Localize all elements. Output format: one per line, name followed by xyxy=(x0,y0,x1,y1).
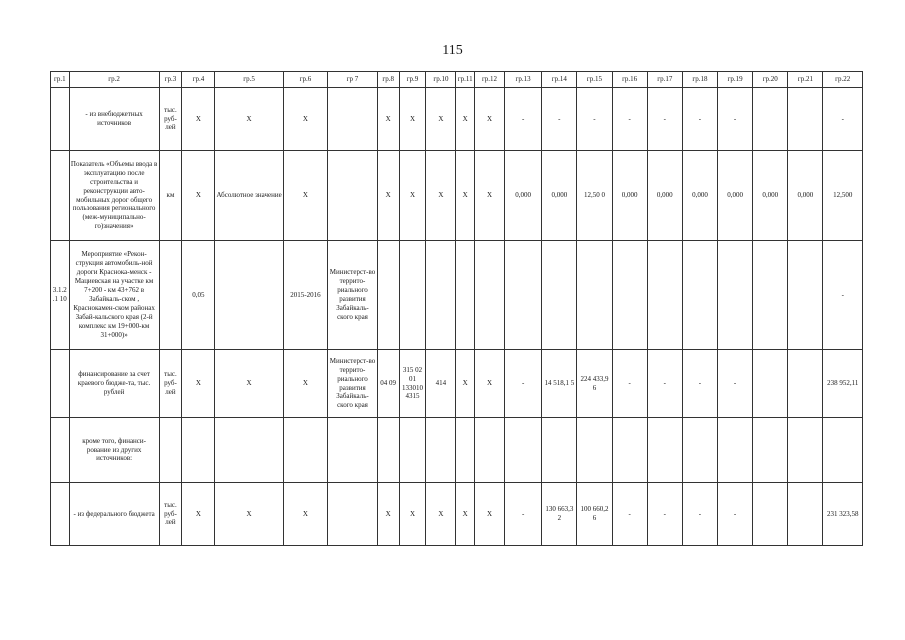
column-header: гр.4 xyxy=(182,72,215,88)
table-cell: X xyxy=(182,350,215,418)
table-cell: X xyxy=(215,350,283,418)
table-cell xyxy=(788,483,823,546)
table-cell: 12,500 xyxy=(823,151,863,241)
table-cell xyxy=(505,241,542,350)
table-cell xyxy=(542,241,577,350)
table-cell: X xyxy=(426,151,456,241)
column-header: гр.11 xyxy=(456,72,475,88)
table-cell: тыс. руб-лей xyxy=(159,350,182,418)
table-cell xyxy=(718,418,753,483)
table-cell xyxy=(788,241,823,350)
table-cell xyxy=(647,241,682,350)
table-cell: X xyxy=(456,151,475,241)
table-cell xyxy=(823,418,863,483)
table-cell: X xyxy=(377,151,399,241)
table-cell xyxy=(215,418,283,483)
table-cell: X xyxy=(377,483,399,546)
table-cell xyxy=(475,241,505,350)
table-cell: - xyxy=(647,88,682,151)
table-cell xyxy=(426,418,456,483)
table-cell xyxy=(51,418,70,483)
table-cell: финансирование за счет краевого бюдже-та, тыс. рублей xyxy=(69,350,159,418)
table-row xyxy=(51,151,863,241)
column-header: гр.18 xyxy=(682,72,717,88)
table-cell: X xyxy=(399,483,426,546)
table-cell xyxy=(399,241,426,350)
table-cell: - xyxy=(823,88,863,151)
table-cell xyxy=(753,350,788,418)
table-cell: - xyxy=(718,483,753,546)
column-header: гр.2 xyxy=(69,72,159,88)
table-cell xyxy=(577,241,612,350)
data-table xyxy=(50,71,863,546)
table-cell xyxy=(377,241,399,350)
table-cell xyxy=(377,418,399,483)
table-cell: X xyxy=(456,483,475,546)
table-cell xyxy=(753,88,788,151)
table-cell xyxy=(788,88,823,151)
table-cell xyxy=(51,483,70,546)
table-cell: тыс. руб-лей xyxy=(159,483,182,546)
table-cell: Министерст-во террито-риального развития Забайкаль-ского края xyxy=(328,350,378,418)
table-cell xyxy=(182,418,215,483)
table-cell: 2015-2016 xyxy=(283,241,327,350)
table-cell: X xyxy=(215,483,283,546)
table-cell xyxy=(328,483,378,546)
table-cell: 12,50 0 xyxy=(577,151,612,241)
column-header: гр.17 xyxy=(647,72,682,88)
table-cell: Мероприятие «Рекон-струкция автомобиль-ной дороги Краснока-менск - Мациевская на участке км 7+200 - км 43+762 в Забайкаль-ском , Краснокамен-ском районах Забай-кальского края (2-й комплекс км 19+000-км 31+000)» xyxy=(69,241,159,350)
table-cell: - xyxy=(542,88,577,151)
table-cell xyxy=(328,418,378,483)
table-cell xyxy=(51,151,70,241)
table-cell xyxy=(753,418,788,483)
table-cell: 224 433,9 6 xyxy=(577,350,612,418)
table-cell xyxy=(456,418,475,483)
table-cell: - xyxy=(612,483,647,546)
column-header: гр.3 xyxy=(159,72,182,88)
table-cell: - xyxy=(612,88,647,151)
table-cell: 231 323,58 xyxy=(823,483,863,546)
table-cell: 0,000 xyxy=(542,151,577,241)
table-cell: 100 660,2 6 xyxy=(577,483,612,546)
table-row xyxy=(51,350,863,418)
table-cell: кроме того, финанси-рование из других источников: xyxy=(69,418,159,483)
table-cell: - xyxy=(718,350,753,418)
table-cell: X xyxy=(377,88,399,151)
table-cell: тыс. руб-лей xyxy=(159,88,182,151)
table-cell: X xyxy=(182,88,215,151)
column-header: гр.19 xyxy=(718,72,753,88)
column-header: гр.12 xyxy=(475,72,505,88)
table-cell xyxy=(159,418,182,483)
table-cell: 0,000 xyxy=(682,151,717,241)
header-row xyxy=(51,72,863,88)
column-header: гр.5 xyxy=(215,72,283,88)
table-cell xyxy=(647,418,682,483)
table-cell: - xyxy=(682,483,717,546)
table-cell xyxy=(475,418,505,483)
column-header: гр.14 xyxy=(542,72,577,88)
table-cell: - из внебюджетных источников xyxy=(69,88,159,151)
table-cell: - xyxy=(682,88,717,151)
table-cell xyxy=(577,418,612,483)
table-cell: 3.1.2.1 10 xyxy=(51,241,70,350)
table-cell: X xyxy=(475,88,505,151)
table-cell: - xyxy=(647,350,682,418)
table-cell: 0,000 xyxy=(753,151,788,241)
table-cell: X xyxy=(456,88,475,151)
table-cell xyxy=(426,241,456,350)
table-cell: X xyxy=(283,151,327,241)
table-cell: - xyxy=(577,88,612,151)
table-cell: X xyxy=(399,88,426,151)
table-cell: Абсолютное значение xyxy=(215,151,283,241)
table-cell: X xyxy=(475,151,505,241)
table-cell xyxy=(682,418,717,483)
table-cell: X xyxy=(475,350,505,418)
table-cell: 0,05 xyxy=(182,241,215,350)
table-cell xyxy=(753,483,788,546)
table-cell xyxy=(612,418,647,483)
table-cell: - xyxy=(682,350,717,418)
column-header: гр.9 xyxy=(399,72,426,88)
table-cell xyxy=(682,241,717,350)
table-cell: X xyxy=(182,151,215,241)
column-header: гр.21 xyxy=(788,72,823,88)
table-cell xyxy=(788,418,823,483)
column-header: гр.13 xyxy=(505,72,542,88)
table-cell xyxy=(51,88,70,151)
table-cell: X xyxy=(475,483,505,546)
table-cell: 0,000 xyxy=(718,151,753,241)
column-header: гр.15 xyxy=(577,72,612,88)
table-cell: 04 09 xyxy=(377,350,399,418)
table-cell: X xyxy=(283,483,327,546)
table-cell: X xyxy=(215,88,283,151)
column-header: гр 7 xyxy=(328,72,378,88)
table-cell xyxy=(215,241,283,350)
table-cell xyxy=(788,350,823,418)
table-cell: - xyxy=(823,241,863,350)
table-cell: 0,000 xyxy=(612,151,647,241)
table-cell: X xyxy=(426,483,456,546)
table-cell xyxy=(542,418,577,483)
table-row xyxy=(51,418,863,483)
table-cell xyxy=(51,350,70,418)
table-cell xyxy=(505,418,542,483)
table-cell: - xyxy=(647,483,682,546)
table-cell xyxy=(753,241,788,350)
page-number: 115 xyxy=(442,43,463,58)
table-cell: 130 663,3 2 xyxy=(542,483,577,546)
table-cell xyxy=(159,241,182,350)
table-cell: X xyxy=(426,88,456,151)
table-cell: Министерст-во террито-риального развития Забайкаль-ского края xyxy=(328,241,378,350)
table-cell: 0,000 xyxy=(788,151,823,241)
column-header: гр.8 xyxy=(377,72,399,88)
table-cell xyxy=(399,418,426,483)
table-cell: - xyxy=(505,88,542,151)
table-cell: - xyxy=(718,88,753,151)
table-row xyxy=(51,483,863,546)
table-cell: X xyxy=(283,88,327,151)
table-cell: - из федерального бюджета xyxy=(69,483,159,546)
table-cell: 14 518,1 5 xyxy=(542,350,577,418)
table-cell: 414 xyxy=(426,350,456,418)
table-cell: X xyxy=(182,483,215,546)
table-cell xyxy=(328,151,378,241)
column-header: гр.22 xyxy=(823,72,863,88)
column-header: гр.20 xyxy=(753,72,788,88)
table-cell xyxy=(283,418,327,483)
table-row xyxy=(51,241,863,350)
table-cell: X xyxy=(399,151,426,241)
table-cell: 238 952,11 xyxy=(823,350,863,418)
column-header: гр.1 xyxy=(51,72,70,88)
table-row xyxy=(51,88,863,151)
table-cell xyxy=(456,241,475,350)
table-cell: - xyxy=(612,350,647,418)
table-cell: - xyxy=(505,350,542,418)
table-cell: 0,000 xyxy=(647,151,682,241)
table-cell: Показатель «Объемы ввода в эксплуатацию после строительства и реконструкции авто-мобильных дорог общего пользования регионального (меж-муниципально-го)значения» xyxy=(69,151,159,241)
column-header: гр.10 xyxy=(426,72,456,88)
column-header: гр.16 xyxy=(612,72,647,88)
table-cell xyxy=(718,241,753,350)
table-cell: км xyxy=(159,151,182,241)
table-cell: 315 02 01 133010 4315 xyxy=(399,350,426,418)
table-cell: - xyxy=(505,483,542,546)
table-cell: X xyxy=(283,350,327,418)
table-cell xyxy=(328,88,378,151)
table-cell: 0,000 xyxy=(505,151,542,241)
table-cell: X xyxy=(456,350,475,418)
column-header: гр.6 xyxy=(283,72,327,88)
table-cell xyxy=(612,241,647,350)
